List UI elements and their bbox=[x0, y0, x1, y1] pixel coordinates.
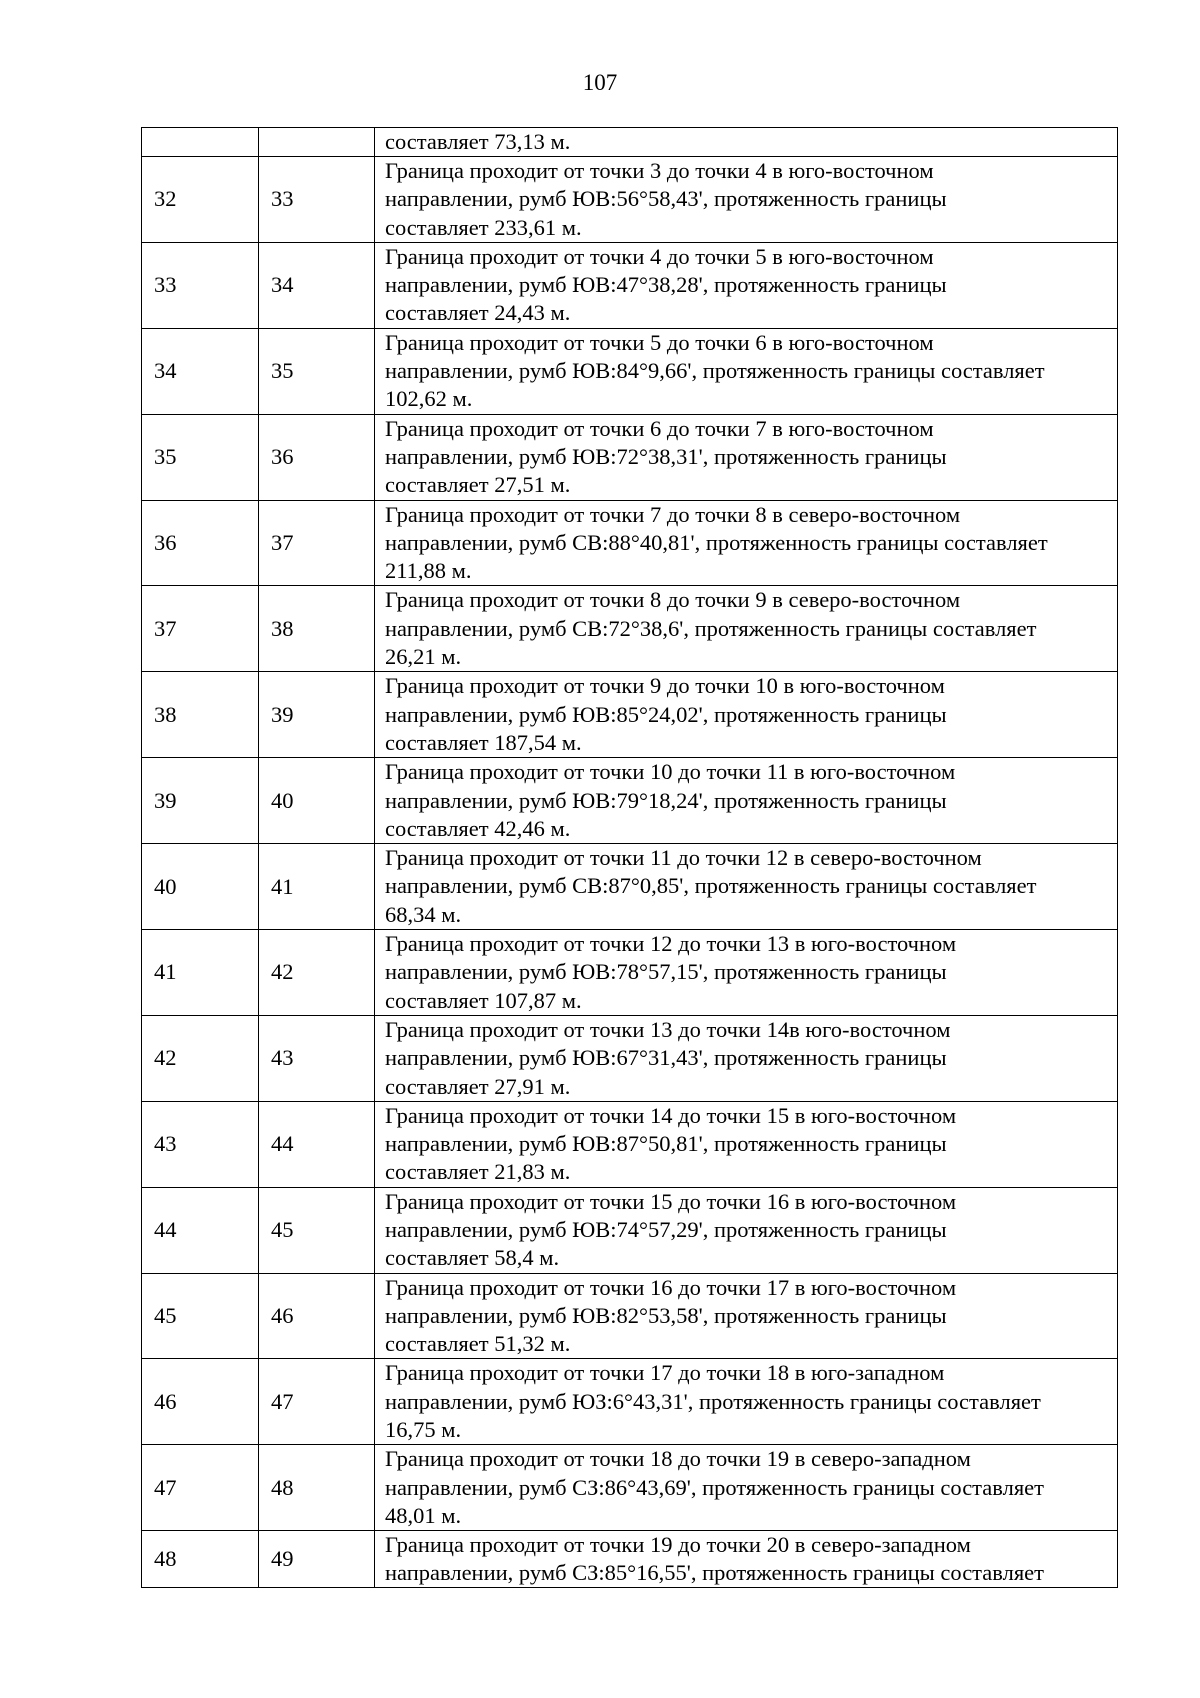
description-line: Граница проходит от точки 7 до точки 8 в северо-восточном bbox=[385, 501, 961, 527]
description-line: Граница проходит от точки 10 до точки 11 в юго-восточном bbox=[385, 759, 956, 785]
point-from-cell: 39 bbox=[142, 758, 259, 844]
point-to-cell: 47 bbox=[259, 1359, 375, 1445]
point-to-cell: 42 bbox=[259, 930, 375, 1016]
description-cell bbox=[375, 1359, 1118, 1445]
table-row bbox=[142, 586, 1118, 672]
description-line: Граница проходит от точки 9 до точки 10 в юго-восточном bbox=[385, 673, 945, 699]
description-line: направлении, румб ЮВ:74°57,29', протяженность границы bbox=[385, 1216, 947, 1242]
description-line: Граница проходит от точки 4 до точки 5 в юго-восточном bbox=[385, 243, 934, 269]
description-cell bbox=[375, 1445, 1118, 1531]
description-line: направлении, румб СВ:72°38,6', протяженность границы составляет bbox=[385, 615, 1037, 641]
description-cell bbox=[375, 157, 1118, 243]
table-row bbox=[142, 758, 1118, 844]
table-row bbox=[142, 1445, 1118, 1531]
table-row bbox=[142, 1359, 1118, 1445]
description-line: Граница проходит от точки 3 до точки 4 в юго-восточном bbox=[385, 158, 934, 183]
table-row bbox=[142, 1531, 1118, 1588]
description-cell bbox=[375, 242, 1118, 328]
description-line: составляет 27,91 м. bbox=[385, 1073, 571, 1099]
description-line: Граница проходит от точки 5 до точки 6 в юго-восточном bbox=[385, 329, 934, 355]
point-from-cell: 42 bbox=[142, 1015, 259, 1101]
description-cell bbox=[375, 1273, 1118, 1359]
point-from-cell: 33 bbox=[142, 242, 259, 328]
description-line: 211,88 м. bbox=[385, 558, 472, 584]
page-number: 107 bbox=[582, 70, 618, 95]
description-line: Граница проходит от точки 12 до точки 13 в юго-восточном bbox=[385, 931, 957, 957]
table-row bbox=[142, 1101, 1118, 1187]
description-line: Граница проходит от точки 15 до точки 16 в юго-восточном bbox=[385, 1188, 957, 1214]
description-line: направлении, румб ЮВ:67°31,43', протяженность границы bbox=[385, 1045, 947, 1071]
description-line: направлении, румб ЮВ:47°38,28', протяженность границы bbox=[385, 272, 947, 298]
description-line: 26,21 м. bbox=[385, 644, 462, 670]
point-to-cell bbox=[259, 128, 375, 157]
point-to-cell: 37 bbox=[259, 500, 375, 586]
description-line: направлении, румб ЮВ:56°58,43', протяженность границы bbox=[385, 186, 947, 212]
point-from-cell: 34 bbox=[142, 328, 259, 414]
point-from-cell: 41 bbox=[142, 930, 259, 1016]
point-to-cell: 33 bbox=[259, 157, 375, 243]
point-to-cell: 41 bbox=[259, 844, 375, 930]
description-line: Граница проходит от точки 19 до точки 20 в северо-западном bbox=[385, 1532, 971, 1558]
table-row bbox=[142, 844, 1118, 930]
description-line: составляет 51,32 м. bbox=[385, 1331, 571, 1357]
table-row bbox=[142, 128, 1118, 157]
description-cell bbox=[375, 844, 1118, 930]
description-line: направлении, румб ЮВ:79°18,24', протяженность границы bbox=[385, 787, 947, 813]
description-line: составляет 58,4 м. bbox=[385, 1245, 560, 1271]
description-cell bbox=[375, 758, 1118, 844]
description-cell bbox=[375, 328, 1118, 414]
description-line: направлении, румб ЮВ:85°24,02', протяженность границы bbox=[385, 701, 947, 727]
description-cell bbox=[375, 930, 1118, 1016]
description-line: 16,75 м. bbox=[385, 1417, 462, 1443]
point-from-cell: 47 bbox=[142, 1445, 259, 1531]
description-line: составляет 21,83 м. bbox=[385, 1159, 571, 1185]
point-to-cell: 49 bbox=[259, 1531, 375, 1588]
point-from-cell: 46 bbox=[142, 1359, 259, 1445]
description-line: направлении, румб СЗ:85°16,55', протяженность границы составляет bbox=[385, 1560, 1044, 1586]
point-from-cell: 40 bbox=[142, 844, 259, 930]
point-to-cell: 34 bbox=[259, 242, 375, 328]
description-cell bbox=[375, 586, 1118, 672]
point-from-cell: 36 bbox=[142, 500, 259, 586]
description-line: направлении, румб ЮВ:87°50,81', протяженность границы bbox=[385, 1131, 947, 1157]
point-to-cell: 48 bbox=[259, 1445, 375, 1531]
description-cell bbox=[375, 500, 1118, 586]
table-row bbox=[142, 672, 1118, 758]
point-from-cell: 44 bbox=[142, 1187, 259, 1273]
table-body bbox=[142, 128, 1118, 1588]
description-line: 102,62 м. bbox=[385, 386, 473, 412]
point-to-cell: 46 bbox=[259, 1273, 375, 1359]
description-line: Граница проходит от точки 14 до точки 15 в юго-восточном bbox=[385, 1102, 957, 1128]
description-cell bbox=[375, 1531, 1118, 1588]
description-line: направлении, румб ЮВ:72°38,31', протяженность границы bbox=[385, 443, 947, 469]
point-to-cell: 38 bbox=[259, 586, 375, 672]
description-cell bbox=[375, 672, 1118, 758]
description-line: составляет 187,54 м. bbox=[385, 729, 582, 755]
point-from-cell: 38 bbox=[142, 672, 259, 758]
description-line: направлении, румб ЮВ:82°53,58', протяженность границы bbox=[385, 1302, 947, 1328]
point-from-cell: 48 bbox=[142, 1531, 259, 1588]
point-to-cell: 43 bbox=[259, 1015, 375, 1101]
description-line: Граница проходит от точки 18 до точки 19 в северо-западном bbox=[385, 1446, 971, 1472]
table-row bbox=[142, 1015, 1118, 1101]
point-from-cell: 43 bbox=[142, 1101, 259, 1187]
description-cell bbox=[375, 1015, 1118, 1101]
description-line: Граница проходит от точки 8 до точки 9 в северо-восточном bbox=[385, 587, 961, 613]
description-line: составляет 107,87 м. bbox=[385, 987, 582, 1013]
description-line: направлении, румб ЮЗ:6°43,31', протяженность границы составляет bbox=[385, 1388, 1041, 1414]
description-line: Граница проходит от точки 11 до точки 12 в северо-восточном bbox=[385, 845, 982, 871]
description-line: Граница проходит от точки 17 до точки 18 в юго-западном bbox=[385, 1360, 945, 1386]
table-row bbox=[142, 500, 1118, 586]
point-from-cell: 37 bbox=[142, 586, 259, 672]
table-row bbox=[142, 1187, 1118, 1273]
description-line: Граница проходит от точки 16 до точки 17 в юго-восточном bbox=[385, 1274, 957, 1300]
point-from-cell: 45 bbox=[142, 1273, 259, 1359]
point-to-cell: 39 bbox=[259, 672, 375, 758]
description-line: направлении, румб СЗ:86°43,69', протяженность границы составляет bbox=[385, 1474, 1044, 1500]
description-cell bbox=[375, 1187, 1118, 1273]
table-row bbox=[142, 242, 1118, 328]
point-to-cell: 36 bbox=[259, 414, 375, 500]
table-row bbox=[142, 930, 1118, 1016]
description-cell bbox=[375, 414, 1118, 500]
table-row bbox=[142, 414, 1118, 500]
point-to-cell: 35 bbox=[259, 328, 375, 414]
boundary-table bbox=[141, 127, 1118, 1588]
point-to-cell: 40 bbox=[259, 758, 375, 844]
table-row bbox=[142, 1273, 1118, 1359]
point-to-cell: 44 bbox=[259, 1101, 375, 1187]
description-line: 68,34 м. bbox=[385, 901, 462, 927]
description-line: составляет 233,61 м. bbox=[385, 214, 582, 240]
table-row bbox=[142, 328, 1118, 414]
description-line: направлении, румб СВ:88°40,81', протяженность границы составляет bbox=[385, 529, 1048, 555]
description-cell: составляет 73,13 м. bbox=[375, 128, 1118, 157]
description-line: составляет 27,51 м. bbox=[385, 472, 571, 498]
description-line: 48,01 м. bbox=[385, 1502, 462, 1528]
description-line: направлении, румб ЮВ:78°57,15', протяженность границы bbox=[385, 959, 947, 985]
point-from-cell bbox=[142, 128, 259, 157]
table-row bbox=[142, 157, 1118, 243]
description-line: Граница проходит от точки 6 до точки 7 в юго-восточном bbox=[385, 415, 934, 441]
description-line: составляет 24,43 м. bbox=[385, 300, 571, 326]
point-to-cell: 45 bbox=[259, 1187, 375, 1273]
description-line: направлении, румб СВ:87°0,85', протяженность границы составляет bbox=[385, 873, 1037, 899]
description-line: направлении, румб ЮВ:84°9,66', протяженность границы составляет bbox=[385, 358, 1045, 384]
description-cell bbox=[375, 1101, 1118, 1187]
description-line: составляет 42,46 м. bbox=[385, 815, 571, 841]
point-from-cell: 32 bbox=[142, 157, 259, 243]
point-from-cell: 35 bbox=[142, 414, 259, 500]
description-line: Граница проходит от точки 13 до точки 14в юго-восточном bbox=[385, 1016, 951, 1042]
